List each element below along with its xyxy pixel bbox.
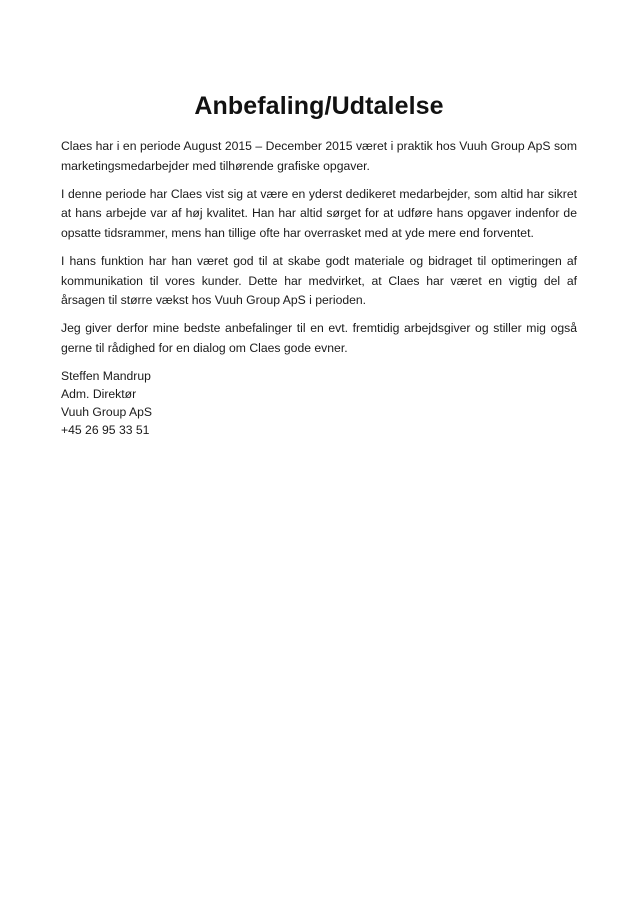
signer-role: Adm. Direktør [61, 386, 137, 401]
signer-phone: +45 26 95 33 51 [61, 422, 150, 437]
signer-name: Steffen Mandrup [61, 368, 151, 383]
document-title: Anbefaling/Udtalelse [194, 92, 444, 120]
signature-block [61, 367, 577, 439]
paragraph-function: I hans funktion har han været god til at skabe godt materiale og bidraget til optimeringen af kommunikation til vores kunder. Dette har medvirket, at Claes har været en vigtig del af årsagen til større vækst hos Vuuh Group ApS i perioden. [61, 253, 577, 308]
paragraph-dedication: I denne periode har Claes vist sig at være en yderst dedikeret medarbejder, som altid har sikret at hans arbejde var af høj kvalitet. Han har altid sørget for at udføre hans opgaver indenfor de opsatte tidsrammer, mens han tillige ofte har overrasket med at yde mere end forventet. [61, 186, 577, 240]
signer-company: Vuuh Group ApS [61, 404, 153, 419]
letter-page [61, 92, 577, 439]
paragraph-recommendation: Jeg giver derfor mine bedste anbefalinger til en evt. fremtidig arbejdsgiver og stiller mig også gerne til rådighed for en dialog om Claes gode evner. [61, 321, 577, 355]
paragraph-internship: Claes har i en periode August 2015 – December 2015 været i praktik hos Vuuh Group ApS som marketingsmedarbejder med tilhørende grafiske opgaver. [61, 139, 577, 173]
